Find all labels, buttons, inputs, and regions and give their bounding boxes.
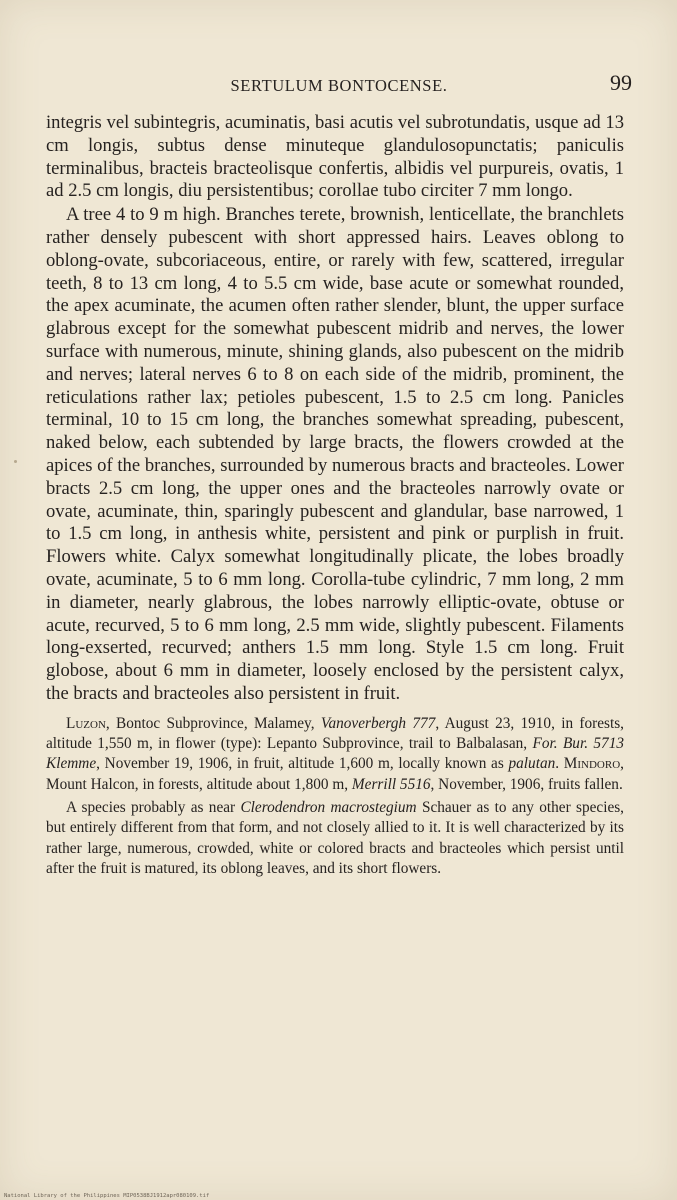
text-block <box>46 112 624 879</box>
citation-text: , November, 1906, fruits fallen. <box>430 775 623 793</box>
running-head: SERTULUM BONTOCENSE. <box>230 76 448 95</box>
remarks-text: Schauer as to any other species, but entirely different from that form, and not closely allied to it. It is well characterized by its rather large, numerous, crowded, white or colored bracts and bracteoles which persist until after the fruit is matured, its oblong leaves, and its short flowers. <box>46 798 625 877</box>
locality-luzon: Luzon <box>66 714 106 732</box>
locality-mindoro: Mindoro <box>563 755 621 773</box>
citation-text: . <box>555 755 564 773</box>
collector-number: For. Bur. 5713 Klemme <box>46 735 624 773</box>
remarks-text: A species probably as near <box>66 798 241 816</box>
scan-footer-stamp: National Library of the Philippines MIP0538BJ1912apr080109.tif <box>4 1193 210 1199</box>
remarks-paragraph <box>46 798 624 879</box>
page-header <box>46 70 632 104</box>
specimen-citations-paragraph <box>46 714 624 795</box>
page-number: 99 <box>610 70 632 95</box>
species-name: Clerodendron macrostegium <box>240 798 417 816</box>
citation-text: , November 19, 1906, in fruit, altitude 1,600 m, locally known as <box>96 755 509 773</box>
collector-number: Vanoverbergh 777 <box>320 714 436 732</box>
citation-text: , Bontoc Subprovince, Malamey, <box>105 714 321 732</box>
specimen-notes <box>46 714 624 879</box>
main-text <box>46 112 624 706</box>
latin-description-paragraph: integris vel subintegris, acuminatis, basi acutis vel subrotundatis, usque ad 13 cm longis, subtus dense minuteque glandulosopunctatis; paniculis terminalibus, bracteis bracteolisque confertis, albidis vel purpureis, ovatis, 1 ad 2.5 cm longis, diu persistentibus; corollae tubo circiter 7 mm longo. <box>46 112 624 202</box>
english-description-paragraph: A tree 4 to 9 m high. Branches terete, brownish, lenticellate, the branchlets rather densely pubescent with short appressed hairs. Leaves oblong to oblong-ovate, subcoriaceous, entire, or rarely with few, scattered, irregular teeth, 8 to 13 cm long, 4 to 5.5 cm wide, base acute or somewhat rounded, the apex acuminate, the acumen often rather slender, blunt, the upper surface glabrous except for the somewhat pubescent midrib and nerves, the lower surface with numerous, minute, shining glands, also pubescent on the midrib and nerves; lateral nerves 6 to 8 on each side of the midrib, prominent, the reticulations rather lax; petioles pubescent, 1.5 to 2.5 cm long. Panicles terminal, 10 to 15 cm long, the branches somewhat spreading, pubescent, naked below, each subtended by large bracts, the flowers crowded at the apices of the branches, surrounded by numerous bracts and bracteoles. Lower bracts 2.5 cm long, the upper ones and the bracteoles narrowly ovate or ovate, acuminate, thin, sparingly pubescent and glandular, base narrowed, 1 to 1.5 cm long, in anthesis white, persistent and pink or purplish in fruit. Flowers white. Calyx somewhat longitudinally plicate, the lobes broadly ovate, acuminate, 5 to 6 mm long. Corolla-tube cylindric, 7 mm long, 2 mm in diameter, nearly glabrous, the lobes narrowly elliptic-ovate, obtuse or acute, recurved, 5 to 6 mm long, 2.5 mm wide, slightly pubescent. Filaments long-exserted, recurved; anthers 1.5 mm long. Style 1.5 cm long. Fruit globose, about 6 mm in diameter, loosely enclosed by the persistent calyx, the bracts and bracteoles also persistent in fruit. <box>46 204 624 704</box>
citation-text: , Mount Halcon, in forests, altitude about 1,800 m, <box>46 755 624 793</box>
collector-number: Merrill 5516 <box>351 775 431 793</box>
citation-text: , August 23, 1910, in forests, altitude 1,550 m, in flower (type): Lepanto Subprovince, trail to Balbalasan, <box>46 714 624 753</box>
local-name: palutan <box>508 755 556 773</box>
paper-speck <box>14 460 17 463</box>
